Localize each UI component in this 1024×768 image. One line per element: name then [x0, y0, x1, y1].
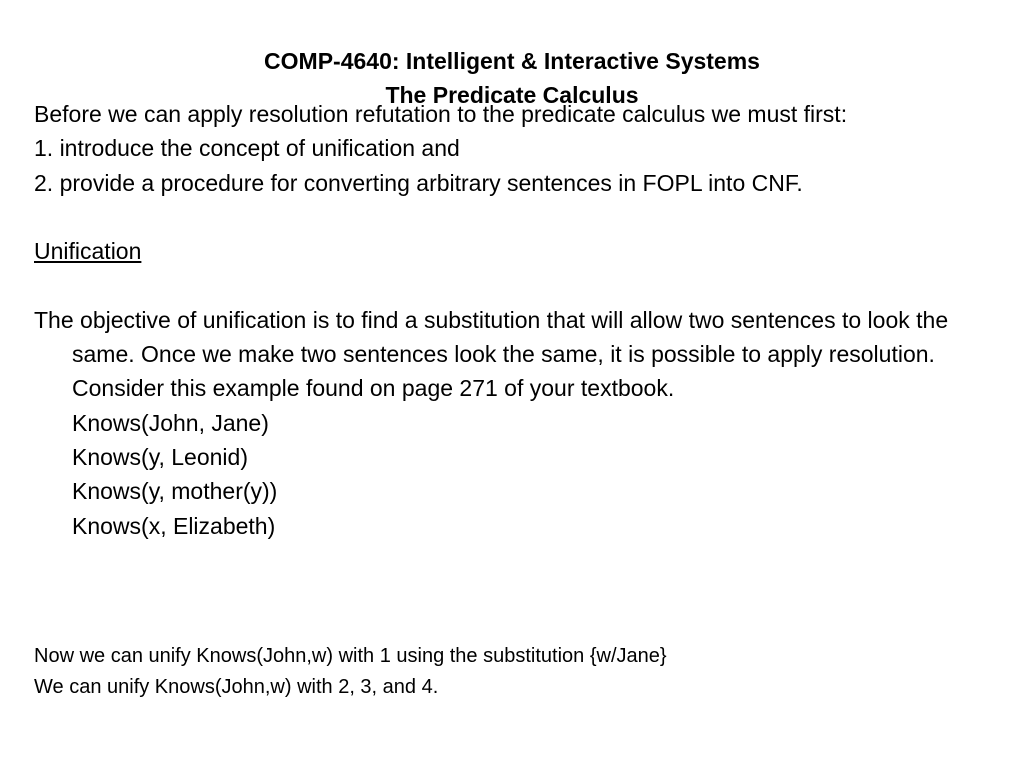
slide-title: COMP-4640: Intelligent & Interactive Systems [264, 48, 760, 74]
note-line-2: We can unify Knows(John,w) with 2, 3, and 4. [34, 676, 439, 698]
objective-paragraph: The objective of unification is to find a substitution that will allow two sentences to look the same. Once we make two sentences look the same, it is possible to apply resolution. Consider this example found on page 271 of your textbook. [34, 306, 949, 402]
slide-subtitle: The Predicate Calculus [385, 82, 639, 108]
intro-paragraph: Before we can apply resolution refutation to the predicate calculus we must first: [34, 101, 848, 127]
example-2: Knows(y, Leonid) [72, 443, 248, 470]
example-1: Knows(John, Jane) [72, 409, 269, 436]
spacer [34, 268, 1014, 302]
example-4: Knows(x, Elizabeth) [72, 512, 276, 539]
slide-body [34, 97, 1014, 543]
example-3: Knows(y, mother(y)) [72, 478, 278, 505]
section-heading: Unification [34, 238, 142, 265]
intro-item-2: 2. provide a procedure for converting arbitrary sentences in FOPL into CNF. [34, 169, 803, 196]
spacer [34, 200, 1014, 234]
note-line-1: Now we can unify Knows(John,w) with 1 using the substitution {w/Jane} [34, 645, 667, 667]
intro-item-1: 1. introduce the concept of unification and [34, 135, 460, 162]
